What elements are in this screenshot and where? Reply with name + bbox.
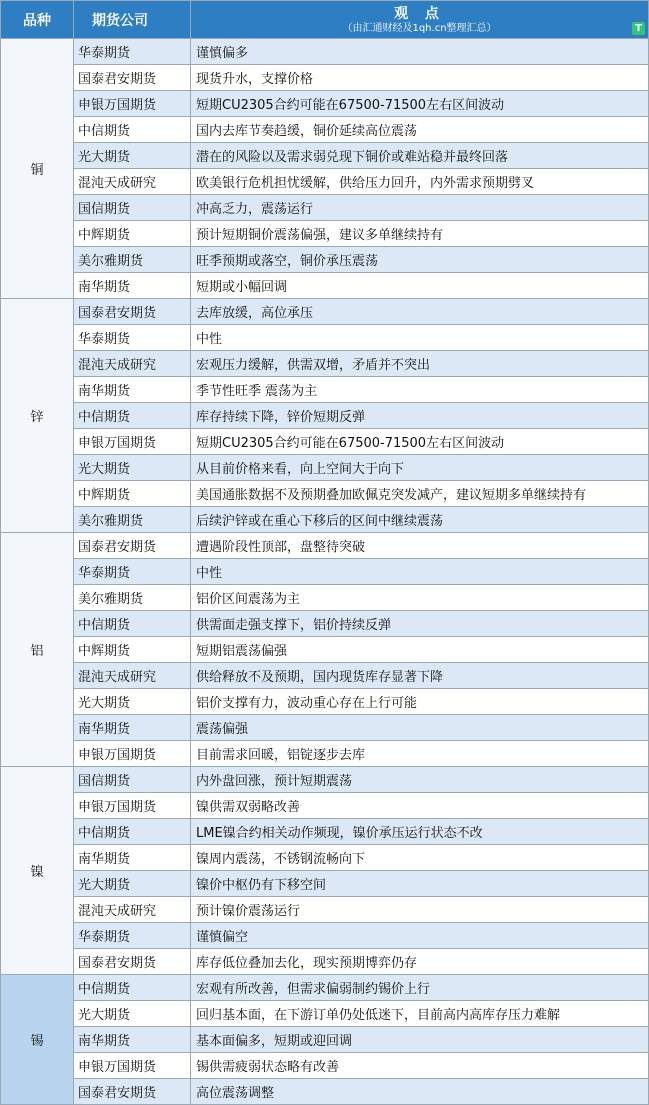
table-row [1,949,649,975]
table-row [1,611,649,637]
view-cell: 冲高乏力，震荡运行 [191,195,649,221]
company-cell: 美尔雅期货 [74,507,191,533]
table-header-row [1,1,649,39]
view-cell: 谨慎偏空 [191,923,649,949]
company-cell: 国信期货 [74,767,191,793]
company-cell: 南华期货 [74,377,191,403]
view-cell: 季节性旺季 震荡为主 [191,377,649,403]
view-cell: 中性 [191,325,649,351]
view-cell: 谨慎偏多 [191,39,649,65]
company-cell: 华泰期货 [74,39,191,65]
variety-cell: 铜 [1,39,74,299]
table-row [1,247,649,273]
company-cell: 国泰君安期货 [74,949,191,975]
view-cell: 供需面走强支撑下，铝价持续反弹 [191,611,649,637]
company-cell: 国泰君安期货 [74,1079,191,1105]
company-cell: 混沌天成研究 [74,897,191,923]
company-cell: 南华期货 [74,273,191,299]
table-row [1,1079,649,1105]
table-row [1,481,649,507]
table-row [1,689,649,715]
table-row [1,403,649,429]
company-cell: 南华期货 [74,715,191,741]
view-cell: 内外盘回涨，预计短期震荡 [191,767,649,793]
table-row [1,377,649,403]
table-row [1,299,649,325]
view-cell: 后续沪锌或在重心下移后的区间中继续震荡 [191,507,649,533]
view-cell: 宏观有所改善，但需求偏弱制约锡价上行 [191,975,649,1001]
company-cell: 光大期货 [74,871,191,897]
table-body [1,39,649,1105]
view-cell: 旺季预期或落空，铜价承压震荡 [191,247,649,273]
view-cell: 镍供需双弱略改善 [191,793,649,819]
view-cell: 短期铝震荡偏强 [191,637,649,663]
table-row [1,273,649,299]
table-row [1,975,649,1001]
table-row [1,65,649,91]
variety-cell: 镍 [1,767,74,975]
variety-cell: 锡 [1,975,74,1105]
view-cell: 高位震荡调整 [191,1079,649,1105]
translate-badge-icon[interactable]: T [632,22,645,35]
company-cell: 申银万国期货 [74,91,191,117]
view-cell: 从目前价格来看，向上空间大于向下 [191,455,649,481]
company-cell: 中信期货 [74,117,191,143]
table-row [1,741,649,767]
company-cell: 申银万国期货 [74,1053,191,1079]
table-row [1,91,649,117]
company-cell: 混沌天成研究 [74,663,191,689]
company-cell: 光大期货 [74,689,191,715]
header-view-title: 观 点 [394,6,445,22]
company-cell: 混沌天成研究 [74,169,191,195]
company-cell: 美尔雅期货 [74,585,191,611]
table-row [1,221,649,247]
view-cell: 短期或小幅回调 [191,273,649,299]
table-row [1,819,649,845]
company-cell: 国泰君安期货 [74,299,191,325]
view-cell: 基本面偏多，短期或迎回调 [191,1027,649,1053]
company-cell: 中信期货 [74,611,191,637]
table-row [1,793,649,819]
variety-cell: 铝 [1,533,74,767]
view-cell: 锡供需疲弱状态略有改善 [191,1053,649,1079]
company-cell: 中信期货 [74,819,191,845]
view-cell: 供给释放不及预期，国内现货库存显著下降 [191,663,649,689]
table-row [1,325,649,351]
view-cell: 库存持续下降，锌价短期反弹 [191,403,649,429]
company-cell: 华泰期货 [74,559,191,585]
view-cell: 回归基本面，在下游订单仍处低迷下，目前高内高库存压力难解 [191,1001,649,1027]
table-row [1,429,649,455]
table-row [1,637,649,663]
table-row [1,507,649,533]
company-cell: 华泰期货 [74,325,191,351]
company-cell: 国信期货 [74,195,191,221]
company-cell: 申银万国期货 [74,741,191,767]
view-cell: 短期CU2305合约可能在67500-71500左右区间波动 [191,91,649,117]
table-row [1,559,649,585]
company-cell: 华泰期货 [74,923,191,949]
table-row [1,897,649,923]
view-cell: 遭遇阶段性顶部，盘整待突破 [191,533,649,559]
view-cell: 潜在的风险以及需求弱兑现下铜价或难站稳并最终回落 [191,143,649,169]
table-row [1,39,649,65]
company-cell: 国泰君安期货 [74,65,191,91]
table-row [1,1027,649,1053]
header-variety: 品种 [1,1,74,39]
view-cell: 美国通胀数据不及预期叠加欧佩克突发减产，建议短期多单继续持有 [191,481,649,507]
header-view-subtitle: （由汇通财经及1qh.cn整理汇总） [342,23,497,34]
table-row [1,533,649,559]
table-row [1,1001,649,1027]
view-cell: 镍价中枢仍有下移空间 [191,871,649,897]
company-cell: 中辉期货 [74,637,191,663]
table-row [1,169,649,195]
table-row [1,871,649,897]
table-row [1,143,649,169]
view-cell: 铝价支撑有力，波动重心存在上行可能 [191,689,649,715]
table-row [1,117,649,143]
company-cell: 中信期货 [74,975,191,1001]
view-cell: 现货升水，支撑价格 [191,65,649,91]
table-row [1,585,649,611]
company-cell: 光大期货 [74,143,191,169]
view-cell: 短期CU2305合约可能在67500-71500左右区间波动 [191,429,649,455]
table-row [1,195,649,221]
view-cell: 库存低位叠加去化，现实预期博弈仍存 [191,949,649,975]
view-cell: 中性 [191,559,649,585]
company-cell: 中信期货 [74,403,191,429]
view-cell: 预计镍价震荡运行 [191,897,649,923]
company-cell: 申银万国期货 [74,429,191,455]
table-row [1,455,649,481]
table-row [1,351,649,377]
table-row [1,923,649,949]
company-cell: 混沌天成研究 [74,351,191,377]
header-view [191,1,649,39]
view-cell: 铝价区间震荡为主 [191,585,649,611]
company-cell: 南华期货 [74,845,191,871]
variety-cell: 锌 [1,299,74,533]
view-cell: 震荡偏强 [191,715,649,741]
table-row [1,1053,649,1079]
company-cell: 中辉期货 [74,221,191,247]
view-cell: 欧美银行危机担忧缓解，供给压力回升，内外需求预期劈叉 [191,169,649,195]
table-row [1,663,649,689]
view-cell: 预计短期铜价震荡偏强，建议多单继续持有 [191,221,649,247]
view-cell: 目前需求回暖，铝锭逐步去库 [191,741,649,767]
company-cell: 光大期货 [74,455,191,481]
company-cell: 中辉期货 [74,481,191,507]
company-cell: 光大期货 [74,1001,191,1027]
header-company: 期货公司 [74,1,191,39]
table-row [1,715,649,741]
table-row [1,845,649,871]
company-cell: 申银万国期货 [74,793,191,819]
view-cell: LME镍合约相关动作频现，镍价承压运行状态不改 [191,819,649,845]
company-cell: 国泰君安期货 [74,533,191,559]
table-row [1,767,649,793]
view-cell: 去库放缓，高位承压 [191,299,649,325]
view-cell: 镍周内震荡，不锈钢流畅向下 [191,845,649,871]
view-cell: 国内去库节奏趋缓，铜价延续高位震荡 [191,117,649,143]
view-cell: 宏观压力缓解，供需双增，矛盾并不突出 [191,351,649,377]
company-cell: 美尔雅期货 [74,247,191,273]
company-cell: 南华期货 [74,1027,191,1053]
